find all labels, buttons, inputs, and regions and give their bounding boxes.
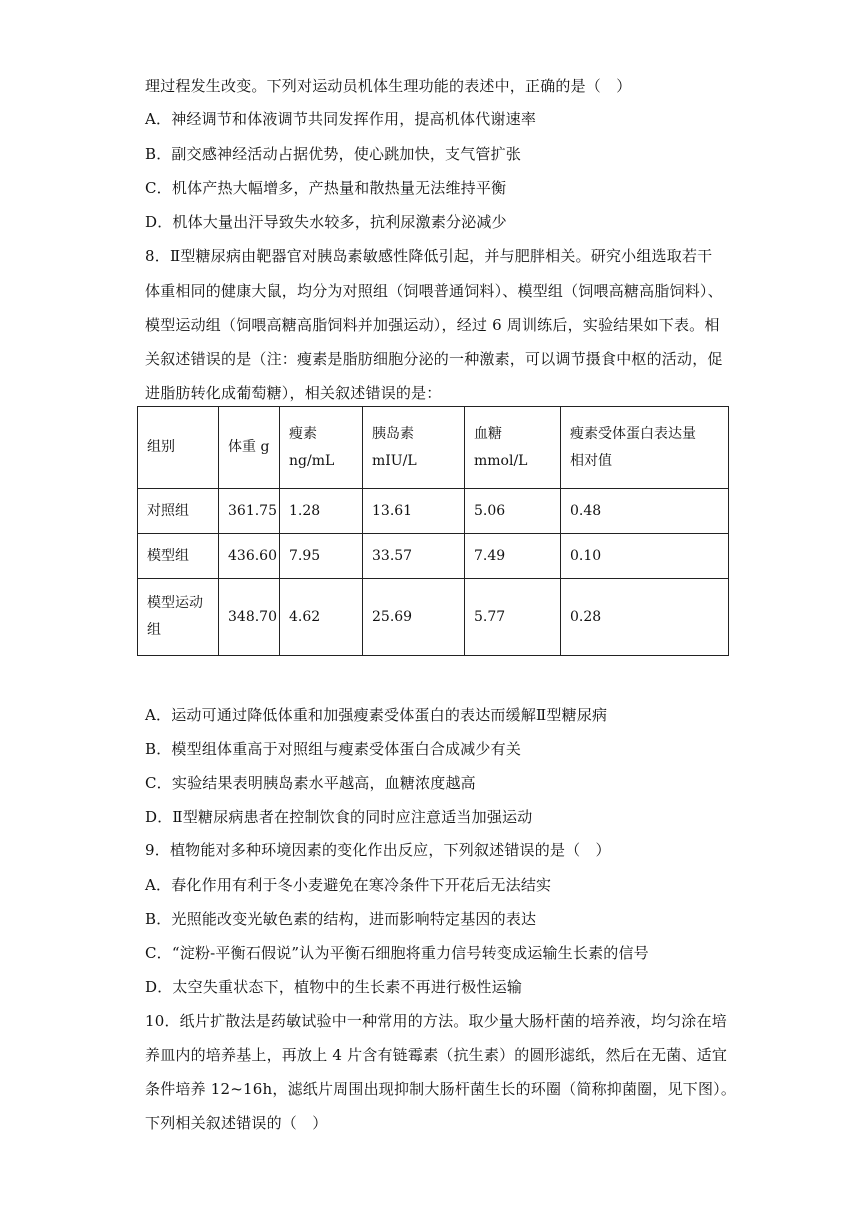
- table-cell: [561, 579, 729, 656]
- text-line: 8．Ⅱ型糖尿病由靶器官对胰岛素敏感性降低引起，并与肥胖相关。研究小组选取若干: [145, 247, 713, 265]
- table-cell: [219, 534, 280, 579]
- cell-text: 0.28: [570, 608, 602, 625]
- cell-text: mIU/L: [372, 452, 417, 469]
- text-line: 10．纸片扩散法是药敏试验中一种常用的方法。取少量大肠杆菌的培养液，均匀涂在培: [145, 1012, 727, 1030]
- table-cell: [138, 489, 219, 534]
- table-header-cell: [280, 407, 363, 489]
- cell-text: 33.57: [372, 547, 413, 564]
- text-line: 进脂肪转化成葡萄糖），相关叙述错误的是：: [145, 384, 442, 402]
- cell-text: 体重 g: [228, 439, 270, 455]
- cell-text: 组: [147, 622, 161, 638]
- cell-text: 模型组: [147, 547, 189, 564]
- text-line: 9．植物能对多种环境因素的变化作出反应，下列叙述错误的是（ ）: [145, 841, 611, 859]
- table-cell: [561, 534, 729, 579]
- table-row: [138, 579, 729, 656]
- text-line: B．副交感神经活动占据优势，使心跳加快，支气管扩张: [145, 145, 522, 163]
- table-row: [138, 489, 729, 534]
- cell-text: 对照组: [147, 502, 189, 519]
- cell-text: 0.48: [570, 502, 602, 519]
- text-line: 下列相关叙述错误的（ ）: [145, 1114, 328, 1132]
- table-header-cell: [219, 407, 280, 489]
- text-line: C．机体产热大幅增多，产热量和散热量无法维持平衡: [145, 179, 507, 197]
- table-cell: [465, 579, 561, 656]
- cell-text: 348.70: [228, 608, 277, 625]
- cell-text: ng/mL: [289, 452, 335, 469]
- text-line: A．运动可通过降低体重和加强瘦素受体蛋白的表达而缓解Ⅱ型糖尿病: [145, 706, 608, 724]
- cell-text: 5.77: [474, 608, 506, 625]
- table-cell: [219, 579, 280, 656]
- cell-text: 7.95: [289, 547, 321, 564]
- text-line: A．春化作用有利于冬小麦避免在寒冷条件下开花后无法结实: [145, 876, 552, 894]
- cell-text: 0.10: [570, 547, 602, 564]
- cell-text: 瘦素: [289, 425, 317, 442]
- cell-text: 模型运动: [147, 595, 203, 611]
- cell-text: 13.61: [372, 502, 413, 519]
- table-row: [138, 534, 729, 579]
- cell-text: 相对值: [570, 452, 612, 469]
- cell-text: mmol/L: [474, 452, 528, 469]
- table-header-cell: [465, 407, 561, 489]
- table-cell: [465, 534, 561, 579]
- table-cell: [465, 489, 561, 534]
- table-cell: [363, 534, 465, 579]
- table-cell: [219, 489, 280, 534]
- cell-text: 4.62: [289, 608, 321, 625]
- results-table: [137, 406, 729, 656]
- table-header-cell: [561, 407, 729, 489]
- cell-text: 瘦素受体蛋白表达量: [570, 425, 696, 442]
- table-header-row: [138, 407, 729, 489]
- cell-text: 1.28: [289, 502, 321, 519]
- text-line: D．太空失重状态下，植物中的生长素不再进行极性运输: [145, 978, 523, 996]
- text-line: 条件培养 12~16h，滤纸片周围出现抑制大肠杆菌生长的环圈（简称抑菌圈，见下图）。: [145, 1080, 737, 1098]
- text-line: 模型运动组（饲喂高糖高脂饲料并加强运动），经过 6 周训练后，实验结果如下表。相: [145, 316, 720, 334]
- text-line: C．实验结果表明胰岛素水平越高，血糖浓度越高: [145, 774, 476, 792]
- cell-text: 361.75: [228, 502, 277, 519]
- text-line: 体重相同的健康大鼠，均分为对照组（饲喂普通饲料）、模型组（饲喂高糖高脂饲料）、: [145, 282, 723, 300]
- text-line: 养皿内的培养基上，再放上 4 片含有链霉素（抗生素）的圆形滤纸，然后在无菌、适宜: [145, 1046, 728, 1064]
- cell-text: 胰岛素: [372, 425, 414, 442]
- table-cell: [280, 579, 363, 656]
- table-cell: [138, 579, 219, 656]
- text-line: B．模型组体重高于对照组与瘦素受体蛋白合成减少有关: [145, 740, 522, 758]
- text-line: A．神经调节和体液调节共同发挥作用，提高机体代谢速率: [145, 110, 537, 128]
- cell-text: 436.60: [228, 547, 277, 564]
- table-cell: [280, 489, 363, 534]
- text-line: 关叙述错误的是（注：瘦素是脂肪细胞分泌的一种激素，可以调节摄食中枢的活动，促: [145, 350, 723, 368]
- cell-text: 7.49: [474, 547, 506, 564]
- table-header-cell: [138, 407, 219, 489]
- cell-text: 血糖: [474, 425, 502, 442]
- cell-text: 5.06: [474, 502, 506, 519]
- table-header-cell: [363, 407, 465, 489]
- text-line: 理过程发生改变。下列对运动员机体生理功能的表述中，正确的是（ ）: [145, 77, 632, 95]
- table-cell: [363, 579, 465, 656]
- text-line: D．Ⅱ型糖尿病患者在控制饮食的同时应注意适当加强运动: [145, 808, 533, 826]
- table-cell: [561, 489, 729, 534]
- cell-text: 组别: [147, 439, 175, 455]
- text-line: D．机体大量出汗导致失水较多，抗利尿激素分泌减少: [145, 213, 507, 231]
- table-cell: [138, 534, 219, 579]
- table-cell: [363, 489, 465, 534]
- cell-text: 25.69: [372, 608, 413, 625]
- text-line: C．“淀粉-平衡石假说”认为平衡石细胞将重力信号转变成运输生长素的信号: [145, 944, 649, 962]
- table-cell: [280, 534, 363, 579]
- text-line: B．光照能改变光敏色素的结构，进而影响特定基因的表达: [145, 910, 537, 928]
